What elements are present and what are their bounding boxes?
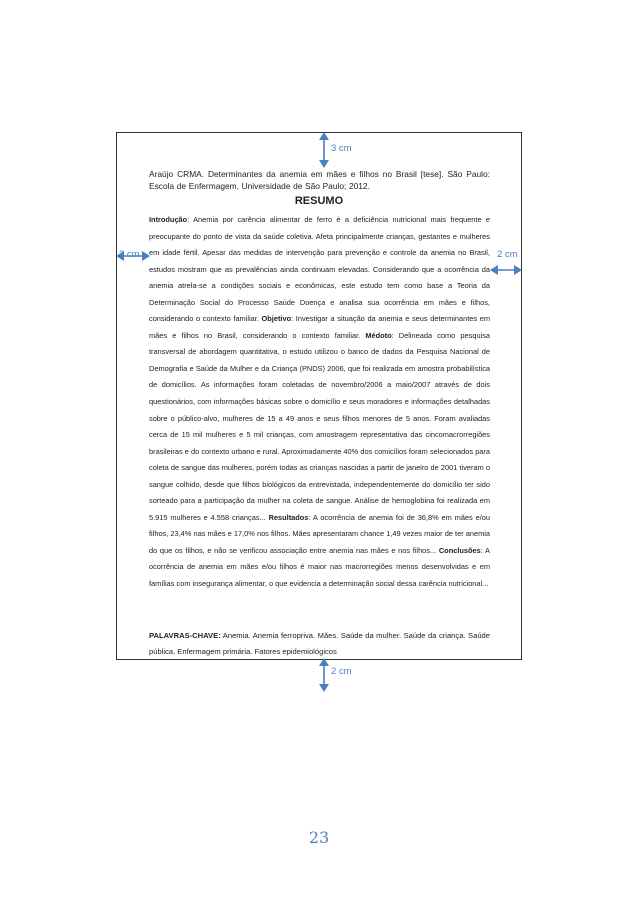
- method-text: : Delineada como pesquisa transversal de abordagem quantitativa, o estudo utilizou o banco de dados da Pesquisa Nacional de Demografia e Saúde da Mulher e da Criança (PNDS) 2006, que foi realizada em amostra probabilística de domicílios. As informações foram coletadas de novembro/2006 a maio/2007 através de dois questionários, com informações básicas sobre o domicílio e seus moradores e informações detalhadas sobre o público-alvo, mulheres de 15 a 49 anos e seus filhos menores de 5 anos. Foram avaliadas cerca de 15 mil mulheres e 5 mil crianças, com amostragem representativa das cincomacrorregiões brasileiras e do contexto urbano e rural. Aproximadamente 40% dos comicílios foram selecionados para coleta de sangue das mulheres, porém todas as crianças nascidas a partir de janeiro de 2001 tiveram o sangue colhido, desde que filhos biológicos da entrevistada, independentemente do domicílio ter sido sorteado para a participação da mulher na coleta de sangue. Análise de hemoglobina foi realizada em 5.915 mulheres e 4.558 crianças...: [149, 330, 490, 522]
- keywords: [149, 628, 490, 660]
- intro-label: Introdução: [149, 215, 188, 224]
- results-text: : A ocorrência de anemia foi de 36,8% em mães e/ou filhos, 23,4% nas mães e 17,0% nos filhos. Mães apresentaram chance 1,49 vezes maior de ter anemia do que os filhos, e não se verificou associação entre anemia nas mães e nos filhos...: [149, 512, 490, 555]
- conclusions-label: Conclusões: [438, 545, 481, 555]
- conclusions-text: : A ocorrência de anemia em mães e/ou filhos é maior nas macrorregiões menos desenvolvidas e em famílias com insegurança alimentar, o que evidencia a determinação social dessa carência nutricional...: [149, 545, 490, 589]
- right-margin-arrow-icon: [490, 264, 522, 276]
- bottom-margin-arrow-icon: [318, 658, 330, 692]
- page-number: 23: [308, 828, 330, 847]
- method-label: Médoto: [365, 330, 392, 340]
- bottom-margin-label: 2 cm: [331, 666, 352, 677]
- resumo-title: RESUMO: [294, 195, 344, 207]
- objective-text: : Investigar a situação da anemia e seus determinantes em mães e filhos no Brasil, considerando o contexto familiar.: [149, 314, 490, 340]
- citation: Araújo CRMA. Determinantes da anemia em mães e filhos no Brasil [tese]. São Paulo: Escola de Enfermagem, Universidade de São Paulo; 2012.: [149, 169, 490, 191]
- right-margin-label: 2 cm: [497, 249, 518, 260]
- intro-text: : Anemia por carência alimentar de ferro é a deficiência nutricional mais frequente e preocupante do ponto de vista da saúde coletiva. Afeta principalmente crianças, gestantes e mulheres em idade fértil. Apesar das medidas de intervenção para prevenção e controle da anemia no Brasil, estudos mostram que as prevalências ainda continuam elevadas. Considerando que a ocorrência da anemia atrela-se a condições sociais e econômicas, este estudo tem como base a Teoria da Determinação Social do Processo Saúde Doença e analisa sua ocorrência em mães e filhos, considerando o contexto familiar.: [149, 215, 490, 324]
- keywords-text: Anemia. Anemia ferropriva. Mães. Saúde da mulher. Saúde da criança. Saúde pública. Enfermagem primária. Fatores epidemiológicos: [149, 631, 490, 656]
- abstract-body: [149, 212, 490, 593]
- left-margin-label: 3 cm: [119, 249, 140, 260]
- top-margin-arrow-icon: [318, 132, 330, 168]
- results-label: Resultados: [268, 512, 309, 522]
- keywords-label: PALAVRAS-CHAVE:: [149, 631, 221, 640]
- top-margin-label: 3 cm: [331, 143, 352, 154]
- objective-label: Objetivo: [261, 314, 292, 324]
